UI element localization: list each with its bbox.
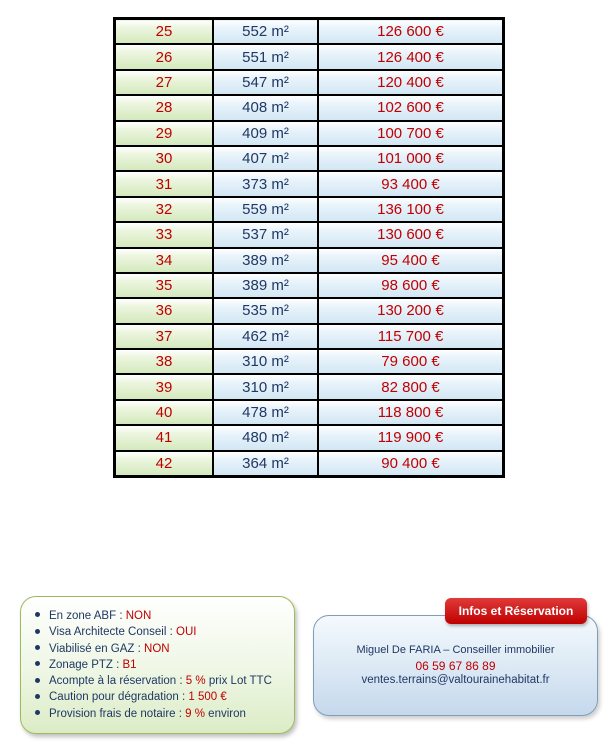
table-row	[115, 298, 504, 323]
lot-number-cell: 34	[115, 248, 214, 273]
lot-area-cell: 364 m²	[213, 451, 318, 477]
lot-price-cell: 136 100 €	[318, 197, 504, 222]
lots-table-body	[115, 19, 504, 477]
condition-item	[35, 641, 294, 657]
condition-label: Viabilisé en GAZ :	[49, 642, 145, 655]
lot-number-cell: 25	[115, 19, 214, 45]
table-row	[115, 95, 504, 120]
table-row	[115, 324, 504, 349]
table-row	[115, 222, 504, 247]
lot-area-cell: 389 m²	[213, 273, 318, 298]
lot-number-cell: 38	[115, 349, 214, 374]
lot-price-cell: 126 600 €	[318, 19, 504, 45]
lot-area-cell: 535 m²	[213, 298, 318, 323]
condition-label: Acompte à la réservation :	[49, 675, 186, 688]
condition-item	[35, 624, 294, 640]
condition-item	[35, 706, 294, 722]
lot-price-cell: 95 400 €	[318, 248, 504, 273]
contact-box	[313, 615, 598, 716]
condition-suffix: environ	[204, 707, 246, 720]
condition-value: OUI	[176, 626, 197, 639]
lot-area-cell: 559 m²	[213, 197, 318, 222]
table-row	[115, 197, 504, 222]
lot-area-cell: 407 m²	[213, 146, 318, 171]
table-row	[115, 248, 504, 273]
contact-name: Miguel De FARIA – Conseiller immobilier	[356, 644, 555, 656]
lot-price-cell: 90 400 €	[318, 451, 504, 477]
condition-value: 5 %	[185, 675, 206, 688]
condition-value: B1	[122, 658, 137, 671]
condition-label: Caution pour dégradation :	[49, 691, 189, 704]
bullet-icon	[35, 661, 40, 666]
lot-price-cell: 115 700 €	[318, 324, 504, 349]
table-row	[115, 121, 504, 146]
lot-price-cell: 82 800 €	[318, 374, 504, 399]
lot-area-cell: 462 m²	[213, 324, 318, 349]
table-row	[115, 425, 504, 450]
lot-price-cell: 101 000 €	[318, 146, 504, 171]
lot-area-cell: 552 m²	[213, 19, 318, 45]
lot-price-cell: 119 900 €	[318, 425, 504, 450]
lot-price-cell: 130 600 €	[318, 222, 504, 247]
lot-number-cell: 32	[115, 197, 214, 222]
infos-reservation-tab: Infos et Réservation	[445, 598, 587, 624]
table-row	[115, 146, 504, 171]
lot-area-cell: 310 m²	[213, 349, 318, 374]
table-row	[115, 273, 504, 298]
bullet-icon	[35, 678, 40, 683]
condition-value: NON	[144, 642, 170, 655]
contact-email[interactable]: ventes.terrains@valtourainehabitat.fr	[361, 674, 550, 686]
condition-item	[35, 608, 294, 624]
table-row	[115, 374, 504, 399]
condition-item	[35, 689, 294, 705]
condition-label: En zone ABF :	[49, 610, 126, 622]
lot-number-cell: 33	[115, 222, 214, 247]
bullet-icon	[35, 612, 40, 617]
lot-area-cell: 310 m²	[213, 374, 318, 399]
lot-area-cell: 547 m²	[213, 70, 318, 95]
lot-number-cell: 28	[115, 95, 214, 120]
lot-area-cell: 409 m²	[213, 121, 318, 146]
bullet-icon	[35, 710, 40, 715]
lot-price-cell: 130 200 €	[318, 298, 504, 323]
table-row	[115, 70, 504, 95]
table-row	[115, 19, 504, 45]
lot-price-cell: 126 400 €	[318, 44, 504, 69]
lot-number-cell: 27	[115, 70, 214, 95]
lot-area-cell: 408 m²	[213, 95, 318, 120]
lot-price-cell: 120 400 €	[318, 70, 504, 95]
condition-label: Zonage PTZ :	[49, 658, 123, 671]
lot-area-cell: 373 m²	[213, 171, 318, 196]
lot-price-cell: 118 800 €	[318, 400, 504, 425]
condition-item	[35, 657, 294, 673]
lot-number-cell: 40	[115, 400, 214, 425]
lot-number-cell: 29	[115, 121, 214, 146]
lot-number-cell: 41	[115, 425, 214, 450]
lot-price-cell: 102 600 €	[318, 95, 504, 120]
condition-suffix: prix Lot TTC	[205, 675, 272, 688]
lot-number-cell: 36	[115, 298, 214, 323]
lot-number-cell: 26	[115, 44, 214, 69]
lot-area-cell: 389 m²	[213, 248, 318, 273]
bullet-icon	[35, 694, 40, 699]
table-row	[115, 44, 504, 69]
condition-value: 9 %	[185, 707, 205, 720]
lot-conditions-list	[21, 597, 294, 722]
lot-area-cell: 480 m²	[213, 425, 318, 450]
lot-area-cell: 537 m²	[213, 222, 318, 247]
lot-number-cell: 35	[115, 273, 214, 298]
condition-value: 1 500 €	[188, 691, 227, 704]
table-row	[115, 349, 504, 374]
condition-label: Visa Architecte Conseil :	[49, 626, 176, 639]
condition-value: NON	[125, 610, 152, 622]
lot-number-cell: 30	[115, 146, 214, 171]
lot-area-cell: 551 m²	[213, 44, 318, 69]
lot-price-cell: 79 600 €	[318, 349, 504, 374]
condition-label: Provision frais de notaire :	[49, 707, 186, 720]
condition-item	[35, 673, 294, 689]
table-row	[115, 171, 504, 196]
bullet-icon	[35, 645, 40, 650]
lot-number-cell: 42	[115, 451, 214, 477]
lot-number-cell: 31	[115, 171, 214, 196]
contact-phone[interactable]: 06 59 67 86 89	[415, 659, 496, 673]
table-row	[115, 400, 504, 425]
bullet-icon	[35, 629, 40, 634]
table-row	[115, 451, 504, 477]
lots-table	[113, 17, 505, 478]
lot-price-cell: 93 400 €	[318, 171, 504, 196]
lot-number-cell: 39	[115, 374, 214, 399]
lot-area-cell: 478 m²	[213, 400, 318, 425]
lot-conditions-box	[20, 596, 295, 734]
lot-number-cell: 37	[115, 324, 214, 349]
lot-price-cell: 100 700 €	[318, 121, 504, 146]
lot-price-cell: 98 600 €	[318, 273, 504, 298]
